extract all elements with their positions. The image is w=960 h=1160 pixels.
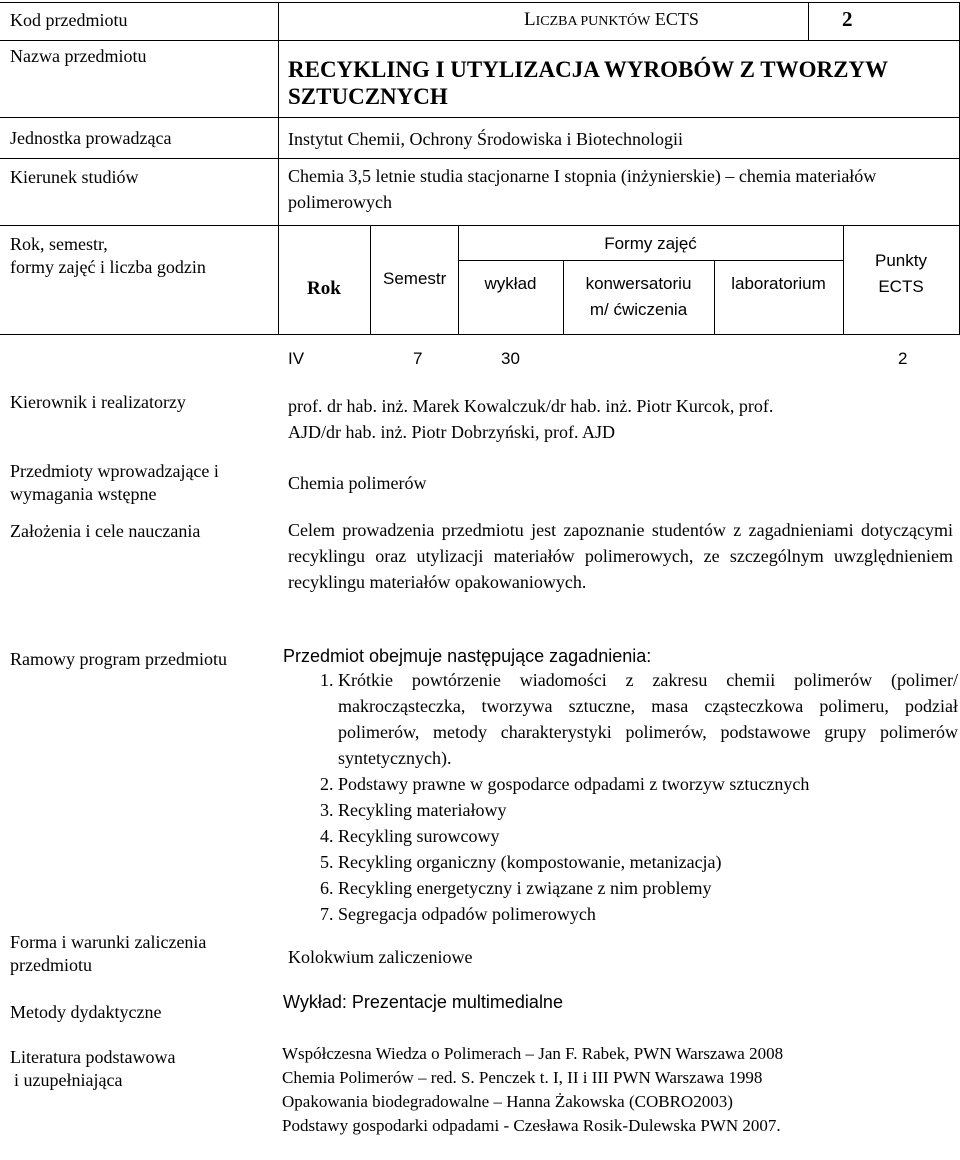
methods-value: Wykład: Prezentacje multimedialne xyxy=(283,992,563,1012)
literature-item: Współczesna Wiedza o Polimerach – Jan F. Rabek, PWN Warszawa 2008 xyxy=(282,1044,784,1063)
topic-item: 5. Recykling organiczny (kompostowanie, metanizacja) xyxy=(338,849,958,875)
lecturers-label: Kierownik i realizatorzy xyxy=(10,392,186,412)
field-label: Kierunek studiów xyxy=(10,167,139,187)
schedule-divider xyxy=(370,225,371,334)
row-divider xyxy=(0,117,960,118)
col-konw-header xyxy=(563,271,714,323)
prereq-label-line1: Przedmioty wprowadzające i xyxy=(10,461,219,481)
topic-item: 6. Recykling energetyczny i związane z nim problemy xyxy=(338,875,958,901)
program-label: Ramowy program przedmiotu xyxy=(10,649,227,669)
assessment-label xyxy=(10,931,270,977)
lecturers-line1: prof. dr hab. inż. Marek Kowalczuk/dr hab. inż. Piotr Kurcok, prof. xyxy=(288,396,774,416)
ects-label-suffix: ECTS xyxy=(654,9,699,29)
row-divider xyxy=(0,40,960,41)
unit-label: Jednostka prowadząca xyxy=(10,128,172,148)
col-ects-header xyxy=(843,248,959,300)
course-title: RECYKLING I UTYLIZACJA WYROBÓW Z TWORZYW SZTUCZNYCH xyxy=(288,57,888,109)
col-konw-line2: m/ ćwiczenia xyxy=(589,300,688,319)
prereq-label xyxy=(10,460,270,506)
col-konw-line1: konwersatoriu xyxy=(585,274,692,293)
col-ects-line2: ECTS xyxy=(878,277,924,296)
col-semestr-header: Semestr xyxy=(383,269,447,288)
forms-header: Formy zajęć xyxy=(604,234,697,253)
column-divider xyxy=(278,2,279,334)
forms-header-underline xyxy=(458,260,843,261)
wyklad-value: 30 xyxy=(501,349,520,368)
program-list xyxy=(288,667,958,927)
assessment-label-line1: Forma i warunki zaliczenia xyxy=(10,932,207,952)
ects-label-first: L xyxy=(524,9,536,30)
field-value: Chemia 3,5 letnie studia stacjonarne I stopnia (inżynierskie) – chemia materiałów polimerowych xyxy=(288,166,877,212)
ects-label-rest: ICZBA PUNKTÓW xyxy=(535,14,651,29)
topic-item: 3. Recykling materiałowy xyxy=(338,797,958,823)
literature-label-line2: i uzupełniająca xyxy=(14,1070,123,1090)
rok-value: IV xyxy=(288,349,305,368)
col-ects-line1: Punkty xyxy=(875,251,927,270)
ects-value: 2 xyxy=(898,349,908,368)
literature-label xyxy=(10,1046,270,1092)
goals-label: Założenia i cele nauczania xyxy=(10,521,201,541)
row-divider xyxy=(0,225,960,226)
code-label: Kod przedmiotu xyxy=(10,10,128,30)
header-ects-divider xyxy=(808,2,809,40)
program-intro: Przedmiot obejmuje następujące zagadnienia: xyxy=(283,646,652,666)
lecturers-line2: AJD/dr hab. inż. Piotr Dobrzyński, prof. AJD xyxy=(288,422,615,442)
prereq-label-line2: wymagania wstępne xyxy=(10,484,157,504)
goals-value: Celem prowadzenia przedmiotu jest zapoznanie studentów z zagadnieniami dotyczącymi recyklingu oraz utylizacji materiałów polimerowych, ze szczególnym uwzględnieniem recyklingu materiałów opakowaniowych. xyxy=(288,520,953,592)
topic-item: 1. Krótkie powtórzenie wiadomości z zakresu chemii polimerów (polimer/ makrocząsteczka, tworzywa sztuczne, masa cząsteczkowa polimeru, podział polimerów, metody charakterystyki polimerów, podstawowe grupy polimerów syntetycznych). xyxy=(338,667,958,771)
literature-label-line1: Literatura podstawowa xyxy=(10,1047,176,1067)
schedule-label-line1: Rok, semestr, xyxy=(10,234,108,254)
row-divider xyxy=(0,334,960,335)
ects-header-label xyxy=(524,9,699,31)
topic-item: 7. Segregacja odpadów polimerowych xyxy=(338,901,958,927)
literature-item: Chemia Polimerów – red. S. Penczek t. I, II i III PWN Warszawa 1998 xyxy=(282,1068,763,1087)
row-divider xyxy=(0,158,960,159)
col-lab-header: laboratorium xyxy=(731,274,826,293)
col-wyklad-header: wykład xyxy=(484,274,537,293)
topic-item: 2. Podstawy prawne w gospodarce odpadami z tworzyw sztucznych xyxy=(338,771,958,797)
literature-item: Opakowania biodegradowalne – Hanna Żakowska (COBRO2003) xyxy=(282,1092,733,1111)
prereq-value: Chemia polimerów xyxy=(288,473,427,493)
course-name-label: Nazwa przedmiotu xyxy=(10,46,147,66)
literature-item: Podstawy gospodarki odpadami - Czesława Rosik-Dulewska PWN 2007. xyxy=(282,1116,781,1135)
schedule-label-line2: formy zajęć i liczba godzin xyxy=(10,257,206,277)
literature-list xyxy=(282,1042,783,1138)
topic-item: 4. Recykling surowcowy xyxy=(338,823,958,849)
topic-list xyxy=(288,667,958,927)
methods-label: Metody dydaktyczne xyxy=(10,1002,162,1022)
col-rok-header: Rok xyxy=(307,278,341,299)
semestr-value: 7 xyxy=(413,349,423,368)
assessment-value: Kolokwium zaliczeniowe xyxy=(288,947,473,967)
table-top-border xyxy=(0,2,960,3)
unit-value: Instytut Chemii, Ochrony Środowiska i Biotechnologii xyxy=(288,129,683,149)
assessment-label-line2: przedmiotu xyxy=(10,955,92,975)
schedule-label xyxy=(10,233,270,279)
ects-header-value: 2 xyxy=(842,7,853,31)
lecturers-value xyxy=(288,393,953,445)
